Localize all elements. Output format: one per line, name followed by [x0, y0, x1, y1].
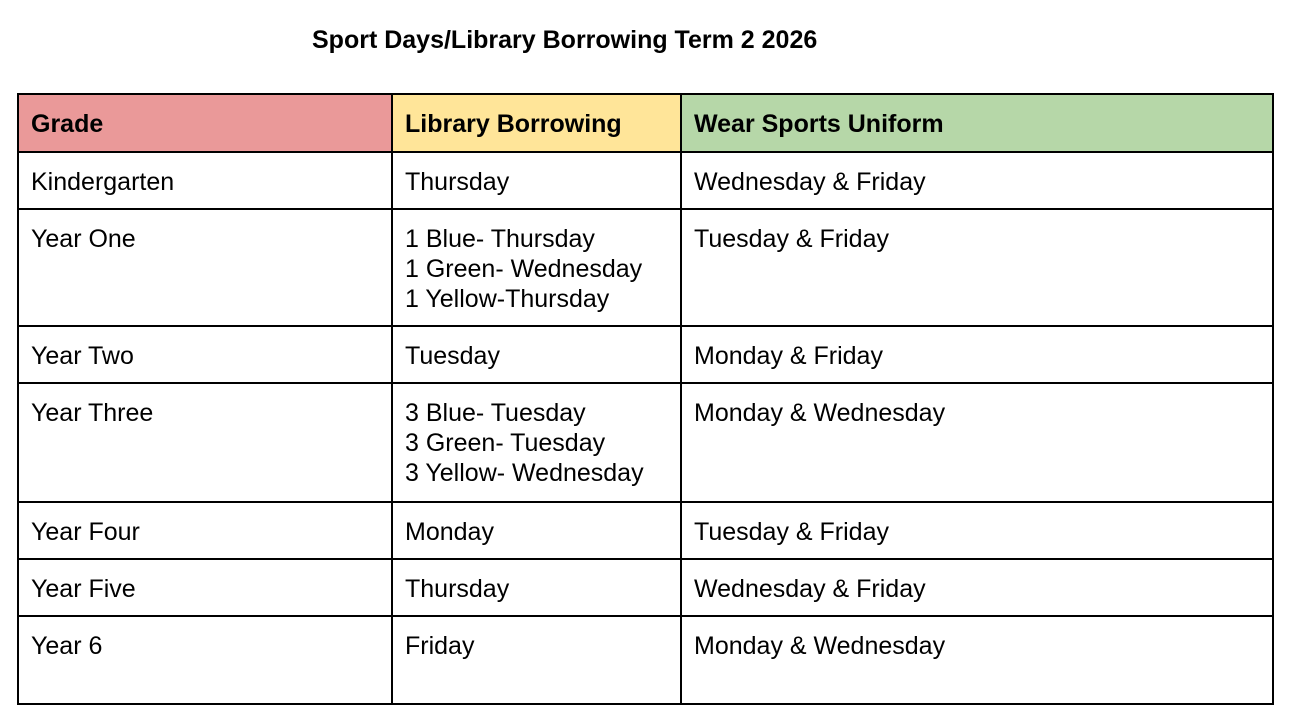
library-cell — [392, 326, 681, 383]
header-grade: Grade — [18, 94, 392, 152]
document-title: Sport Days/Library Borrowing Term 2 2026 — [312, 26, 818, 54]
sport-cell: Monday & Wednesday — [681, 616, 1273, 704]
library-line: 1 Blue- Thursday — [405, 225, 595, 253]
library-cell — [392, 502, 681, 559]
table-row — [18, 502, 1273, 559]
library-cell — [392, 383, 681, 502]
library-line: 1 Green- Wednesday — [405, 255, 643, 283]
grade-cell: Year Three — [18, 383, 392, 502]
sport-cell: Monday & Friday — [681, 326, 1273, 383]
grade-cell: Year 6 — [18, 616, 392, 704]
library-line: Monday — [405, 518, 494, 546]
table-header-row — [18, 94, 1273, 152]
grade-cell: Kindergarten — [18, 152, 392, 209]
library-cell — [392, 616, 681, 704]
table-row — [18, 383, 1273, 502]
library-line: 3 Yellow- Wednesday — [405, 459, 644, 487]
table-row — [18, 326, 1273, 383]
library-line: 3 Green- Tuesday — [405, 429, 606, 457]
sport-cell: Tuesday & Friday — [681, 502, 1273, 559]
library-cell — [392, 152, 681, 209]
library-line: Friday — [405, 632, 475, 660]
library-line: Tuesday — [405, 342, 500, 370]
library-cell — [392, 559, 681, 616]
table-row — [18, 152, 1273, 209]
header-library-borrowing: Library Borrowing — [392, 94, 681, 152]
sport-cell: Wednesday & Friday — [681, 559, 1273, 616]
grade-cell: Year One — [18, 209, 392, 326]
library-line: Thursday — [405, 168, 510, 196]
table-row — [18, 209, 1273, 326]
grade-cell: Year Four — [18, 502, 392, 559]
sport-cell: Wednesday & Friday — [681, 152, 1273, 209]
table-row — [18, 559, 1273, 616]
header-wear-sports-uniform: Wear Sports Uniform — [681, 94, 1273, 152]
sport-cell: Monday & Wednesday — [681, 383, 1273, 502]
grade-cell: Year Five — [18, 559, 392, 616]
schedule-table — [17, 93, 1274, 705]
library-line: 1 Yellow-Thursday — [405, 285, 610, 313]
library-line: Thursday — [405, 575, 510, 603]
grade-cell: Year Two — [18, 326, 392, 383]
table-row — [18, 616, 1273, 704]
sport-cell: Tuesday & Friday — [681, 209, 1273, 326]
library-cell — [392, 209, 681, 326]
library-line: 3 Blue- Tuesday — [405, 399, 586, 427]
